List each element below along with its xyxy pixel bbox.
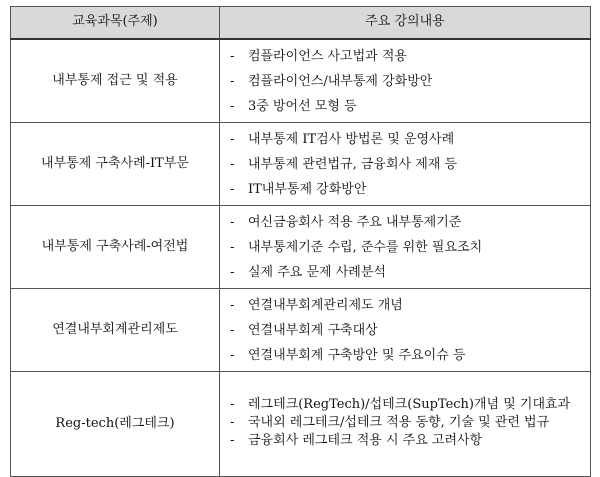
list-item-text: 컴플라이언스 사고법과 적용	[248, 48, 407, 64]
list-item	[226, 318, 582, 343]
list-item-text: 국내외 레그테크/섭테크 적용 동향, 기술 및 관련 법규	[248, 415, 550, 430]
bullet-dash: -	[230, 415, 235, 430]
list-item-text: 내부통제 관련법규, 금융회사 제재 등	[248, 156, 458, 172]
header-content: 주요 강의내용	[220, 7, 591, 40]
course-table	[10, 6, 591, 477]
list-item	[226, 44, 582, 69]
table-row	[11, 123, 591, 206]
list-item	[226, 152, 582, 177]
subject-cell: 내부통제 접근 및 적용	[11, 39, 220, 123]
list-item-text: 여신금융회사 적용 주요 내부통제기준	[248, 214, 462, 230]
list-item	[226, 415, 582, 431]
list-item-text: 내부통제기준 수립, 준수를 위한 필요조치	[248, 239, 483, 255]
list-item	[226, 127, 582, 152]
content-cell	[220, 289, 591, 372]
bullet-dash: -	[230, 156, 235, 172]
list-item	[226, 94, 582, 119]
list-item	[226, 397, 582, 413]
bullet-dash: -	[230, 214, 235, 230]
bullet-dash: -	[230, 48, 235, 64]
bullet-dash: -	[230, 181, 235, 197]
subject-cell: 연결내부회계관리제도	[11, 289, 220, 372]
list-item-text: 레그테크(RegTech)/섭테크(SupTech)개념 및 기대효과	[248, 397, 571, 412]
content-list	[226, 397, 582, 449]
table-row	[11, 289, 591, 372]
content-cell	[220, 206, 591, 289]
header-subject: 교육과목(주제)	[11, 7, 220, 40]
content-cell	[220, 372, 591, 477]
list-item-text: 3중 방어선 모형 등	[248, 98, 357, 114]
list-item	[226, 293, 582, 318]
content-cell	[220, 123, 591, 206]
list-item	[226, 210, 582, 235]
bullet-dash: -	[230, 322, 235, 338]
bullet-dash: -	[230, 98, 235, 114]
subject-cell: 내부통제 구축사례-여전법	[11, 206, 220, 289]
content-list	[226, 210, 582, 285]
list-item-text: IT내부통제 강화방안	[248, 181, 367, 197]
list-item-text: 내부통제 IT검사 방법론 및 운영사례	[248, 131, 455, 147]
list-item-text: 금융회사 레그테크 적용 시 주요 고려사항	[248, 433, 483, 448]
list-item	[226, 177, 582, 202]
table-row	[11, 372, 591, 477]
list-item	[226, 69, 582, 94]
content-list	[226, 293, 582, 368]
list-item	[226, 343, 582, 368]
bullet-dash: -	[230, 347, 235, 363]
bullet-dash: -	[230, 239, 235, 255]
list-item	[226, 235, 582, 260]
bullet-dash: -	[230, 73, 235, 89]
content-cell	[220, 39, 591, 123]
subject-cell: 내부통제 구축사례-IT부문	[11, 123, 220, 206]
list-item-text: 연결내부회계관리제도 개념	[248, 297, 403, 313]
bullet-dash: -	[230, 131, 235, 147]
list-item-text: 실제 주요 문제 사례분석	[248, 264, 386, 280]
table-row	[11, 39, 591, 123]
bullet-dash: -	[230, 264, 235, 280]
list-item-text: 연결내부회계 구축방안 및 주요이슈 등	[248, 347, 466, 363]
list-item-text: 컴플라이언스/내부통제 강화방안	[248, 73, 433, 89]
list-item	[226, 433, 582, 449]
table-row	[11, 206, 591, 289]
subject-cell: Reg-tech(레그테크)	[11, 372, 220, 477]
content-list	[226, 127, 582, 202]
bullet-dash: -	[230, 433, 235, 448]
bullet-dash: -	[230, 297, 235, 313]
content-list	[226, 44, 582, 119]
list-item-text: 연결내부회계 구축대상	[248, 322, 378, 338]
list-item	[226, 260, 582, 285]
bullet-dash: -	[230, 397, 235, 412]
header-row	[11, 7, 591, 40]
